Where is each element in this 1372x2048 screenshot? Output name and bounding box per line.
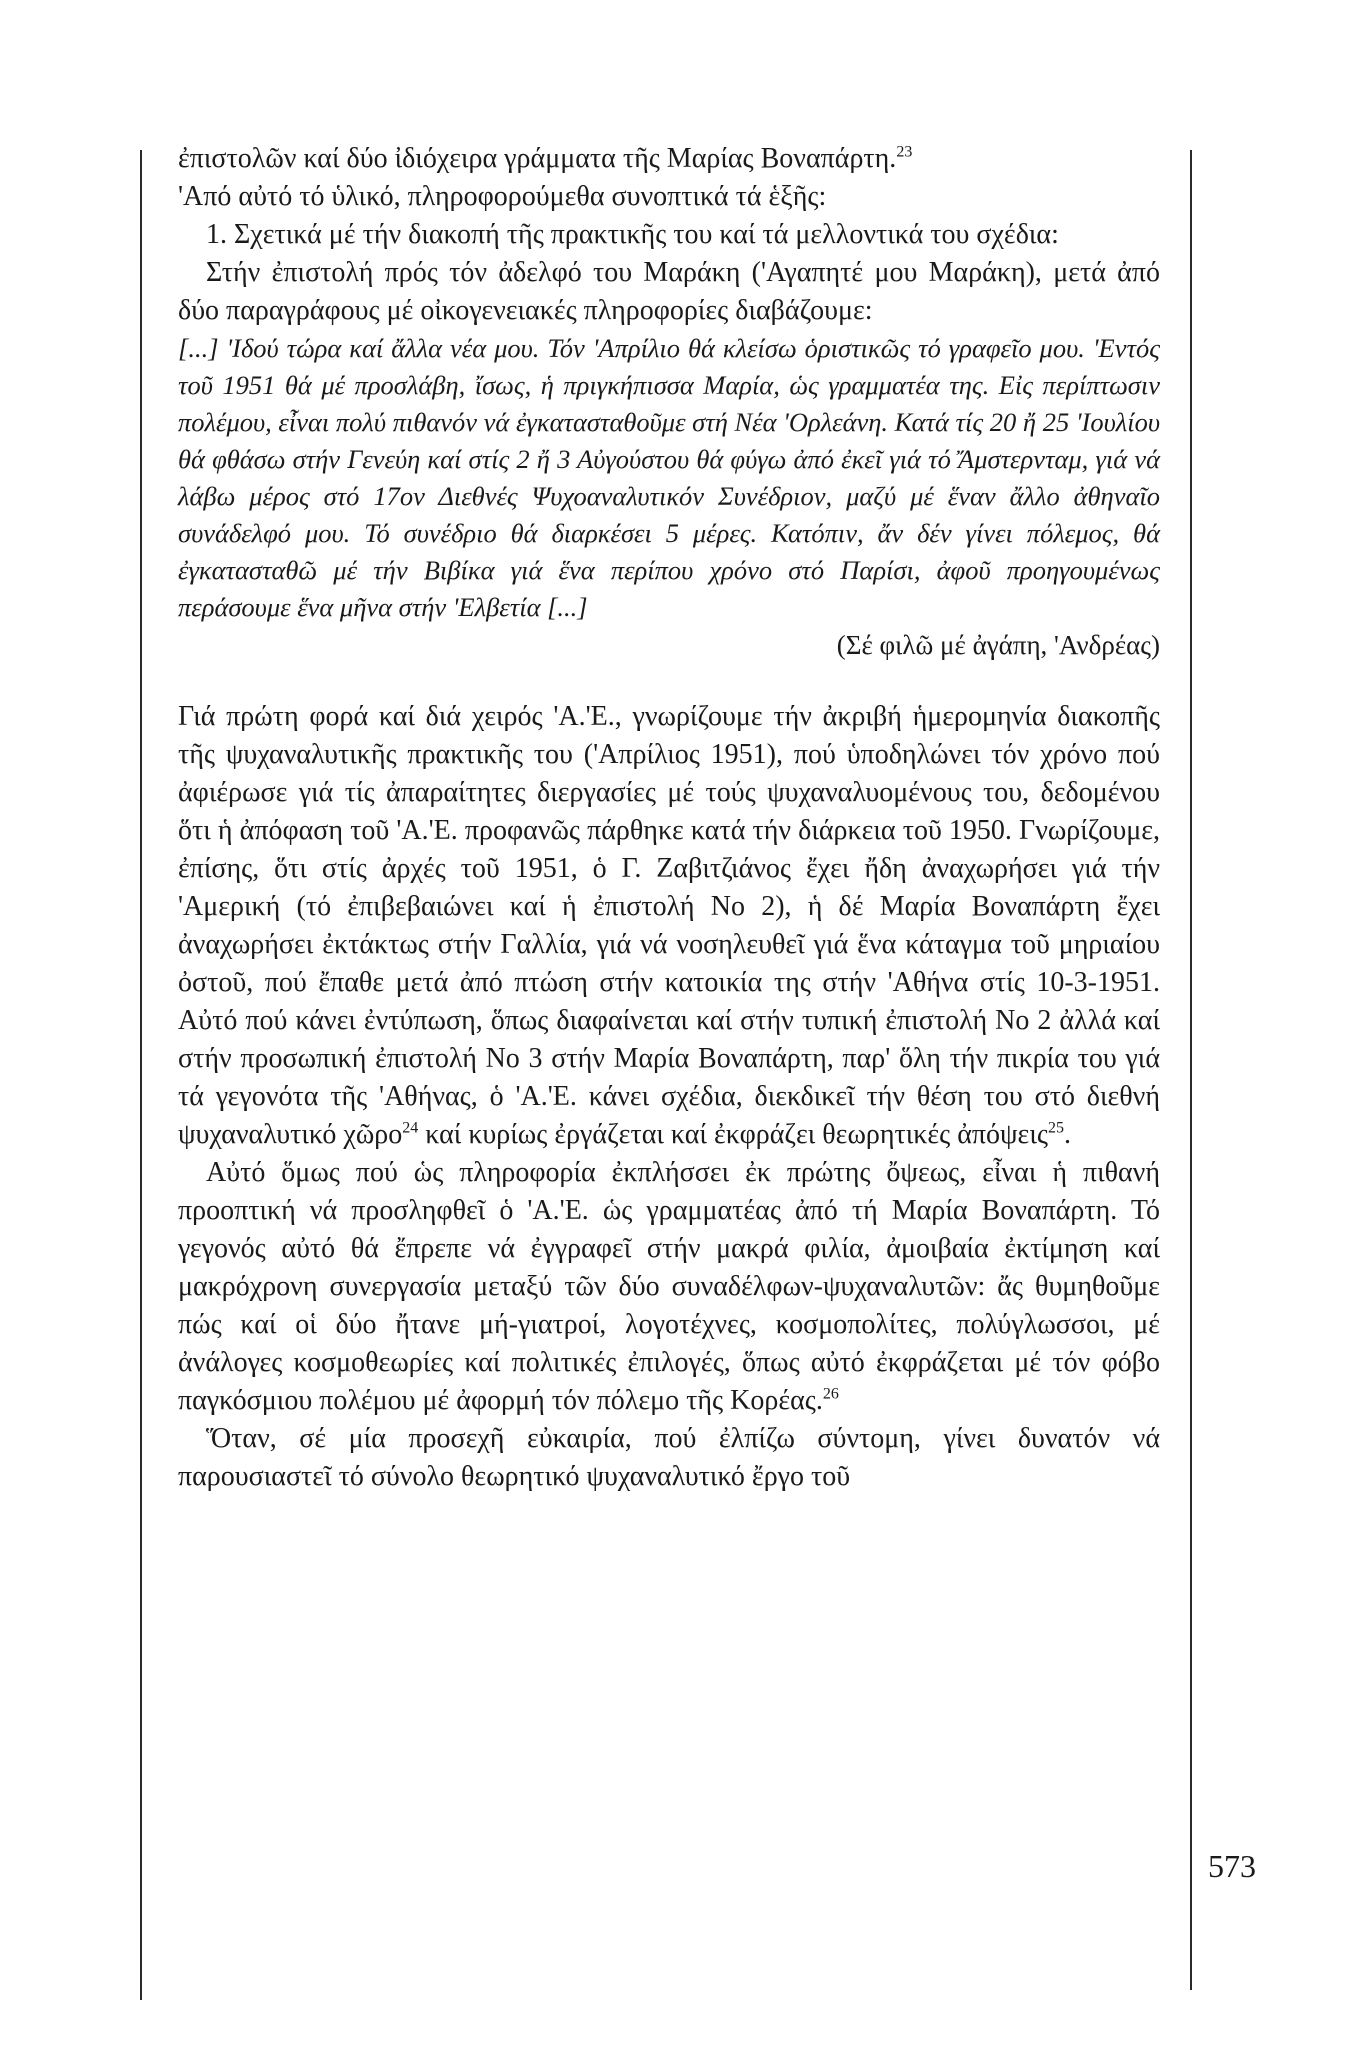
intro-line: 'Από αὐτό τό ὑλικό, πληροφορούμεθα συνοπτικά τά ἑξῆς: (178, 181, 827, 212)
letter-intro-paragraph: Στήν ἐπιστολή πρός τόν ἀδελφό του Μαράκη ('Αγαπητέ μου Μαράκη), μετά ἀπό δύο παραγράφους μέ οἰκογενειακές πληροφορίες διαβάζουμε: (178, 257, 1160, 326)
footnote-ref-23: 23 (896, 143, 913, 161)
opening-line: ἐπιστολῶν καί δύο ἰδιόχειρα γράμματα τῆς Μαρίας Βοναπάρτη.$^{23}$ (178, 143, 913, 174)
numbered-item-1: 1. Σχετικά μέ τήν διακοπή τῆς πρακτικῆς του καί τά μελλοντικά του σχέδια: (206, 219, 1059, 250)
text-column (178, 140, 1160, 1496)
footnote-ref-25: 25 (1047, 1119, 1064, 1137)
body-paragraph-4: Ὅταν, σέ μία προσεχῆ εὐκαιρία, πού ἐλπίζω σύντομη, γίνει δυνατόν νά παρουσιαστεῖ τό σύνολο θεωρητικό ψυχαναλυτικό ἔργο τοῦ (178, 1423, 1160, 1492)
left-margin-rule (140, 150, 142, 2000)
letter-quote: [...] 'Ιδού τώρα καί ἄλλα νέα μου. Τόν 'Απρίλιο θά κλείσω ὁριστικῶς τό γραφεῖο μου. 'Εντός τοῦ 1951 θά μέ προσλάβη, ἴσως, ἡ πριγκήπισσα Μαρία, ὡς γραμματέα της. Εἰς περίπτωσιν πολέμου, εἶναι πολύ πιθανόν νά ἐγκατασταθοῦμε στή Νέα 'Ορλεάνη. Κατά τίς 20 ἤ 25 'Ιουλίου θά φθάσω στήν Γενεύη καί στίς 2 ἤ 3 Αὐγούστου θά φύγω ἀπό ἐκεῖ γιά τό Ἄμστερνταμ, γιά νά λάβω μέρος στό 17ον Διεθνές Ψυχοαναλυτικόν Συνέδριον, μαζύ μέ ἕναν ἄλλο ἀθηναῖο συνάδελφό μου. Τό συνέδριο θά διαρκέσει 5 μέρες. Κατόπιν, ἄν δέν γίνει πόλεμος, θά ἐγκατασταθῶ μέ τήν Βιβίκα γιά ἕνα περίπου χρόνο στό Παρίσι, ἀφοῦ προηγουμένως περάσουμε ἕνα μῆνα στήν 'Ελβετία [...] (178, 333, 1160, 622)
body-paragraph-2: Γιά πρώτη φορά καί διά χειρός 'Α.'Ε., γνωρίζουμε τήν ἀκριβή ἡμερομηνία διακοπῆς τῆς ψυχαναλυτικῆς πρακτικῆς του ('Απρίλιος 1951), πού ὑποδηλώνει τόν χρόνο πού ἀφιέρωσε γιά τίς ἀπαραίτητες διεργασίες μέ τούς ψυχαναλυομένους του, δεδομένου ὅτι ἡ ἀπόφαση τοῦ 'Α.'Ε. προφανῶς πάρθηκε κατά τήν διάρκεια τοῦ 1950. Γνωρίζουμε, ἐπίσης, ὅτι στίς ἀρχές τοῦ 1951, ὁ Γ. Ζαβιτζιάνος ἔχει ἤδη ἀναχωρήσει γιά τήν 'Αμερική (τό ἐπιβεβαιώνει καί ἡ ἐπιστολή Νο 2), ἡ δέ Μαρία Βοναπάρτη ἔχει ἀναχωρήσει ἐκτάκτως στήν Γαλλία, γιά νά νοσηλευθεῖ γιά ἕνα κάταγμα τοῦ μηριαίου ὀστοῦ, πού ἔπαθε μετά ἀπό πτώση στήν κατοικία της στήν 'Αθήνα στίς 10-3-1951. Αὐτό πού κάνει ἐντύπωση, ὅπως διαφαίνεται καί στήν τυπική ἐπιστολή Νο 2 ἀλλά καί στήν προσωπική ἐπιστολή Νο 3 στήν Μαρία Βοναπάρτη, παρ' ὅλη τήν πικρία του γιά τά γεγονότα τῆς 'Αθήνας, ὁ 'Α.'Ε. κάνει σχέδια, διεκδικεῖ τήν θέση του στό διεθνή ψυχαναλυτικό χῶρο$^{24}$ καί κυρίως ἐργάζεται καί ἐκφράζει θεωρητικές ἀπόψεις$^{25}$. (178, 701, 1160, 1150)
footnote-ref-24: 24 (402, 1119, 419, 1137)
letter-signoff: (Σέ φιλῶ μέ ἀγάπη, 'Ανδρέας) (836, 630, 1160, 660)
body-paragraph-3: Αὐτό ὅμως πού ὡς πληροφορία ἐκπλήσσει ἐκ πρώτης ὄψεως, εἶναι ἡ πιθανή προοπτική νά προσληφθεῖ ὁ 'Α.'Ε. ὡς γραμματέας ἀπό τή Μαρία Βοναπάρτη. Τό γεγονός αὐτό θά ἔπρεπε νά ἐγγραφεῖ στήν μακρά φιλία, ἀμοιβαία ἐκτίμηση καί μακρόχρονη συνεργασία μεταξύ τῶν δύο συναδέλφων-ψυχαναλυτῶν: ἄς θυμηθοῦμε πώς καί οἱ δύο ἤτανε μή-γιατροί, λογοτέχνες, κοσμοπολίτες, πολύγλωσσοι, μέ ἀνάλογες κοσμοθεωρίες καί πολιτικές ἐπιλογές, ὅπως αὐτό ἐκφράζεται μέ τόν φόβο παγκόσμιου πολέμου μέ ἀφορμή τόν πόλεμο τῆς Κορέας.$^{26}$ (178, 1157, 1160, 1416)
footnote-ref-26: 26 (822, 1385, 839, 1403)
right-margin-rule (1190, 150, 1192, 1990)
page-number: 573 (1208, 1848, 1256, 1884)
